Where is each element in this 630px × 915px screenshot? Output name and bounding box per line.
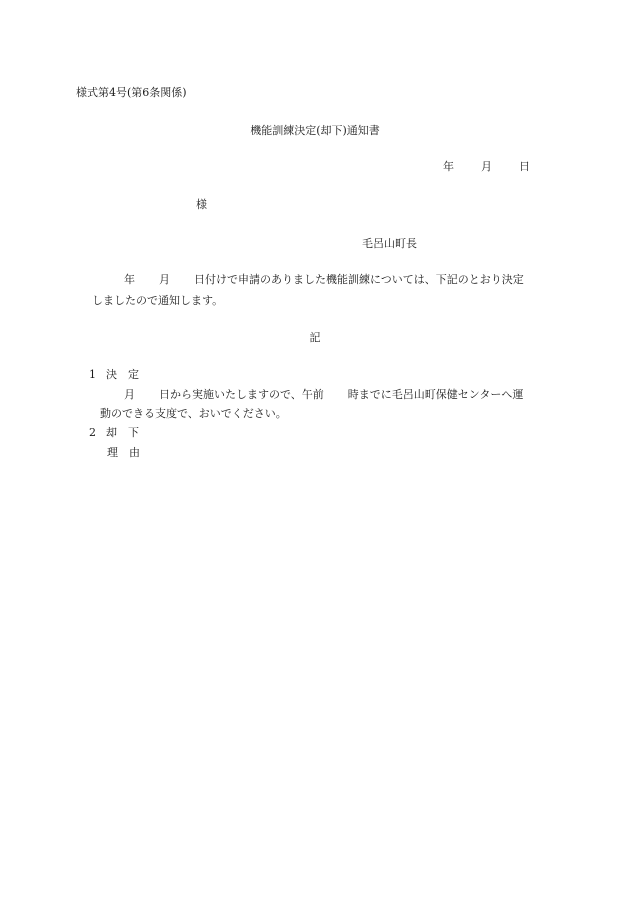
body-date-month: 月 xyxy=(159,273,170,286)
decision-line-1-mid: 日から実施いたしますので、午前 xyxy=(159,388,324,401)
date-year: 年 xyxy=(443,160,454,173)
addressee-suffix: 様 xyxy=(196,198,207,211)
sender-name: 毛呂山町長 xyxy=(362,237,417,250)
body-line-2: しましたので通知します。 xyxy=(92,294,224,307)
decision-number: 1 xyxy=(89,368,96,381)
date-month: 月 xyxy=(481,160,492,173)
decision-heading xyxy=(89,369,139,380)
body-line-1-text: 日付けで申請のありました機能訓練については、下記のとおり決定 xyxy=(194,273,524,286)
decision-month: 月 xyxy=(124,388,135,401)
date-day: 日 xyxy=(519,160,530,173)
ki-heading: 記 xyxy=(309,331,321,344)
decision-line-2: 動のできる支度で、おいでください。 xyxy=(100,407,287,420)
rejection-heading xyxy=(89,427,139,438)
rejection-reason-label: 理 由 xyxy=(107,446,140,459)
rejection-label: 却 下 xyxy=(106,426,139,439)
body-date-year: 年 xyxy=(124,273,135,286)
decision-label: 決 定 xyxy=(106,368,139,381)
issue-date xyxy=(443,161,530,172)
form-number: 様式第4号(第6条関係) xyxy=(76,86,187,99)
decision-line-1-rest: 時までに毛呂山町保健センターへ運 xyxy=(347,388,524,401)
document-title: 機能訓練決定(却下)通知書 xyxy=(250,124,380,137)
rejection-number: 2 xyxy=(89,426,96,439)
decision-line-1 xyxy=(124,389,523,400)
body-line-1 xyxy=(124,274,524,285)
